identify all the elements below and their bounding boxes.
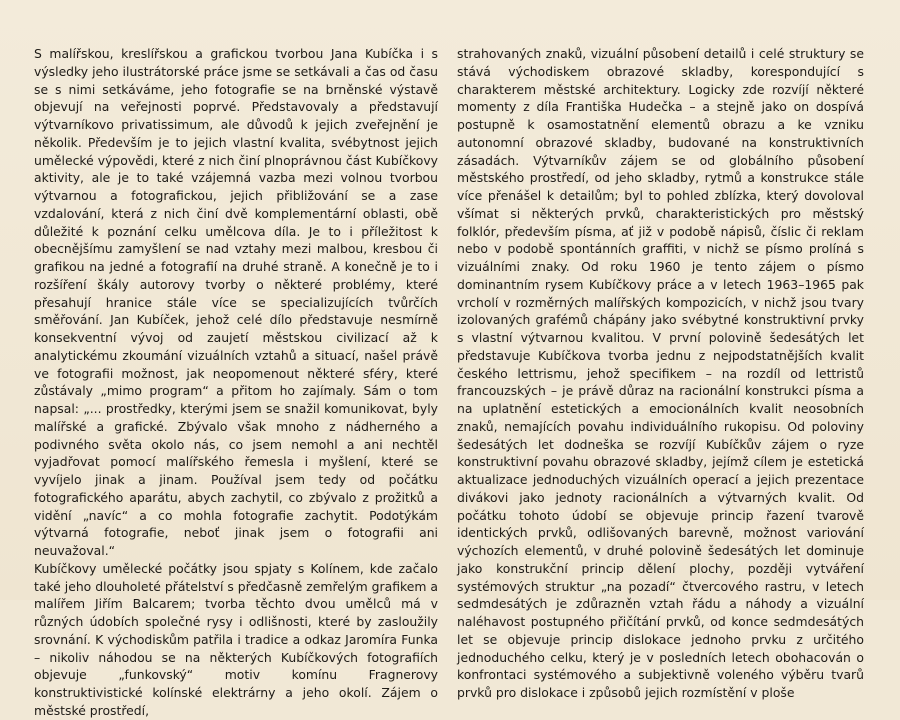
paragraph: strahovaných znaků, vizuální působení detailů i celé struktury se stává východiskem obrazové skladby, korespondující s charakterem městské architektury. Logicky zde rozvíjí některé momenty z díla Františka Hudečka – a stejně jako on dospívá postupně k osamostatnění elementů obrazu a ke vzniku autonomní obrazové skladby, budované na konstruktivních zásadách. Výtvarníkův zájem se od globálního působení městského prostředí, od jeho skladby, rytmů a konstrukce stále více přenášel k detailům; byl to pohled zblízka, který dovoloval všímat si některých prvků, charakteristických pro městský folklór, především písma, ať již v podobě nápisů, číslic či reklam nebo v podobě spontánních graffiti, v nichž se písmo prolíná s vizuálními znaky. Od roku 1960 je tento zájem o písmo dominantním rysem Kubíčkovy práce a v letech 1963–1965 pak vrcholí v rozměrných malířských kompozicích, v nichž jsou tvary izolovaných grafémů chápány jako svébytné konstruktivní prvky s vlastní výtvarnou kvalitou. V první polovině šedesátých let představuje Kubíčkova tvorba jednu z nejpodstatnějších kvalit českého lettrismu, jehož specifikem – na rozdíl od lettristů francouzských – je právě důraz na racionální konstrukci písma a na uplatnění estetických a emocionálních kvalit neosobních znaků, nemajících povahu individuálního rukopisu. Od poloviny šedesátých let dodneška se rozvíjí Kubíčkův zájem o ryze konstruktivní povahu obrazové skladby, jejímž cílem je estetická aktualizace jednoduchých vizuálních operací a jejich prezentace divákovi jako jednoty racionálních a výtvarných kvalit. Od počátku tohoto údobí se objevuje princip řazení tvarově identických prvků, odlišovaných barevně, možnost variování výchozích elementů, v druhé polovině šedesátých let dominuje jako konstrukční princip dělení plochy, později vytváření systémových struktur „na pozadí“ čtvercového rastru, v letech sedmdesátých je zdůrazněn vztah řádu a náhody a vizuální naléhavost postupného přičítání prvků, od konce sedmdesátých let se objevuje princip dislokace jednoho prvku z určitého jednoduchého celku, který je v posledních letech obohacován o konfrontaci systémového a subjektivně voleného výběru tvarů prvků pro dislokace i způsobů jejich rozmístění v ploše — [457, 46, 864, 700]
paragraph: S malířskou, kreslířskou a grafickou tvorbou Jana Kubíčka i s výsledky jeho ilustrátorské práce jsme se setkávali a čas od času se s nimi setkáváme, jeho fotografie se na brněnské výstavě objevují na veřejnosti poprvé. Představovaly a představují výtvarníkovo privatissimum, ale důvodů k jejich zveřejnění je několik. Především je to jejich vlastní kvalita, svébytnost jejich umělecké výpovědi, které z nich činí plnoprávnou část Kubíčkovy aktivity, ale je to také vzájemná vazba mezi volnou tvorbou výtvarnou a fotografickou, jejich přibližování se a zase vzdalování, která z nich činí dvě komplementární oblasti, obě důležité k poznání celku umělcova díla. Je to i příležitost k obecnějšímu zamyšlení se nad vztahy mezi malbou, kresbou či grafikou na jedné a fotografií na druhé straně. A konečně je to i rozšíření škály autorovy tvorby o některé problémy, které přesahují hranice stále více se specializujících tvůrčích směřování. Jan Kubíček, jehož celé dílo představuje nesmírně konsekventní vývoj od zaujetí městskou civilizací až k analytickému zkoumání vizuálních vztahů a situací, našel právě ve fotografii možnost, jak neopomenout některé sféry, které zůstávaly „mimo program“ a přitom ho zajímaly. Sám o tom napsal: „... prostředky, kterými jsem se snažil komunikovat, byly malířské a grafické. Zbývalo však mnoho z nádherného a podivného světa okolo nás, co jsem nemohl a ani nechtěl vyjadřovat pomocí malířského řemesla i myšlení, které se vyvíjelo jinak a jinam. Používal jsem tedy od počátku fotografického aparátu, abych zachytil, co zbývalo z prožitků a vidění „navíc“ a co mohla fotografie zachytit. Podotýkám výtvarná fotografie, neboť jinak jsem o fotografii ani neuvažoval.“ — [34, 46, 438, 558]
left-text-column — [34, 45, 438, 720]
right-text-column — [457, 45, 864, 702]
paragraph: Kubíčkovy umělecké počátky jsou spjaty s Kolínem, kde začalo také jeho dlouholeté přátelství s předčasně zemřelým grafikem a malířem Jiřím Balcarem; tvorba těchto dvou umělců má v různých údobích společné rysy i odlišnosti, které by zasloužily srovnání. K východiskům patřila i tradice a odkaz Jaromíra Funka – nikoliv náhodou se na některých Kubíčkových fotografiích objevuje „funkovský“ motiv komínu Fragnerovy konstruktivistické kolínské elektrárny a jeho okolí. Zájem o městské prostředí, — [34, 560, 438, 718]
